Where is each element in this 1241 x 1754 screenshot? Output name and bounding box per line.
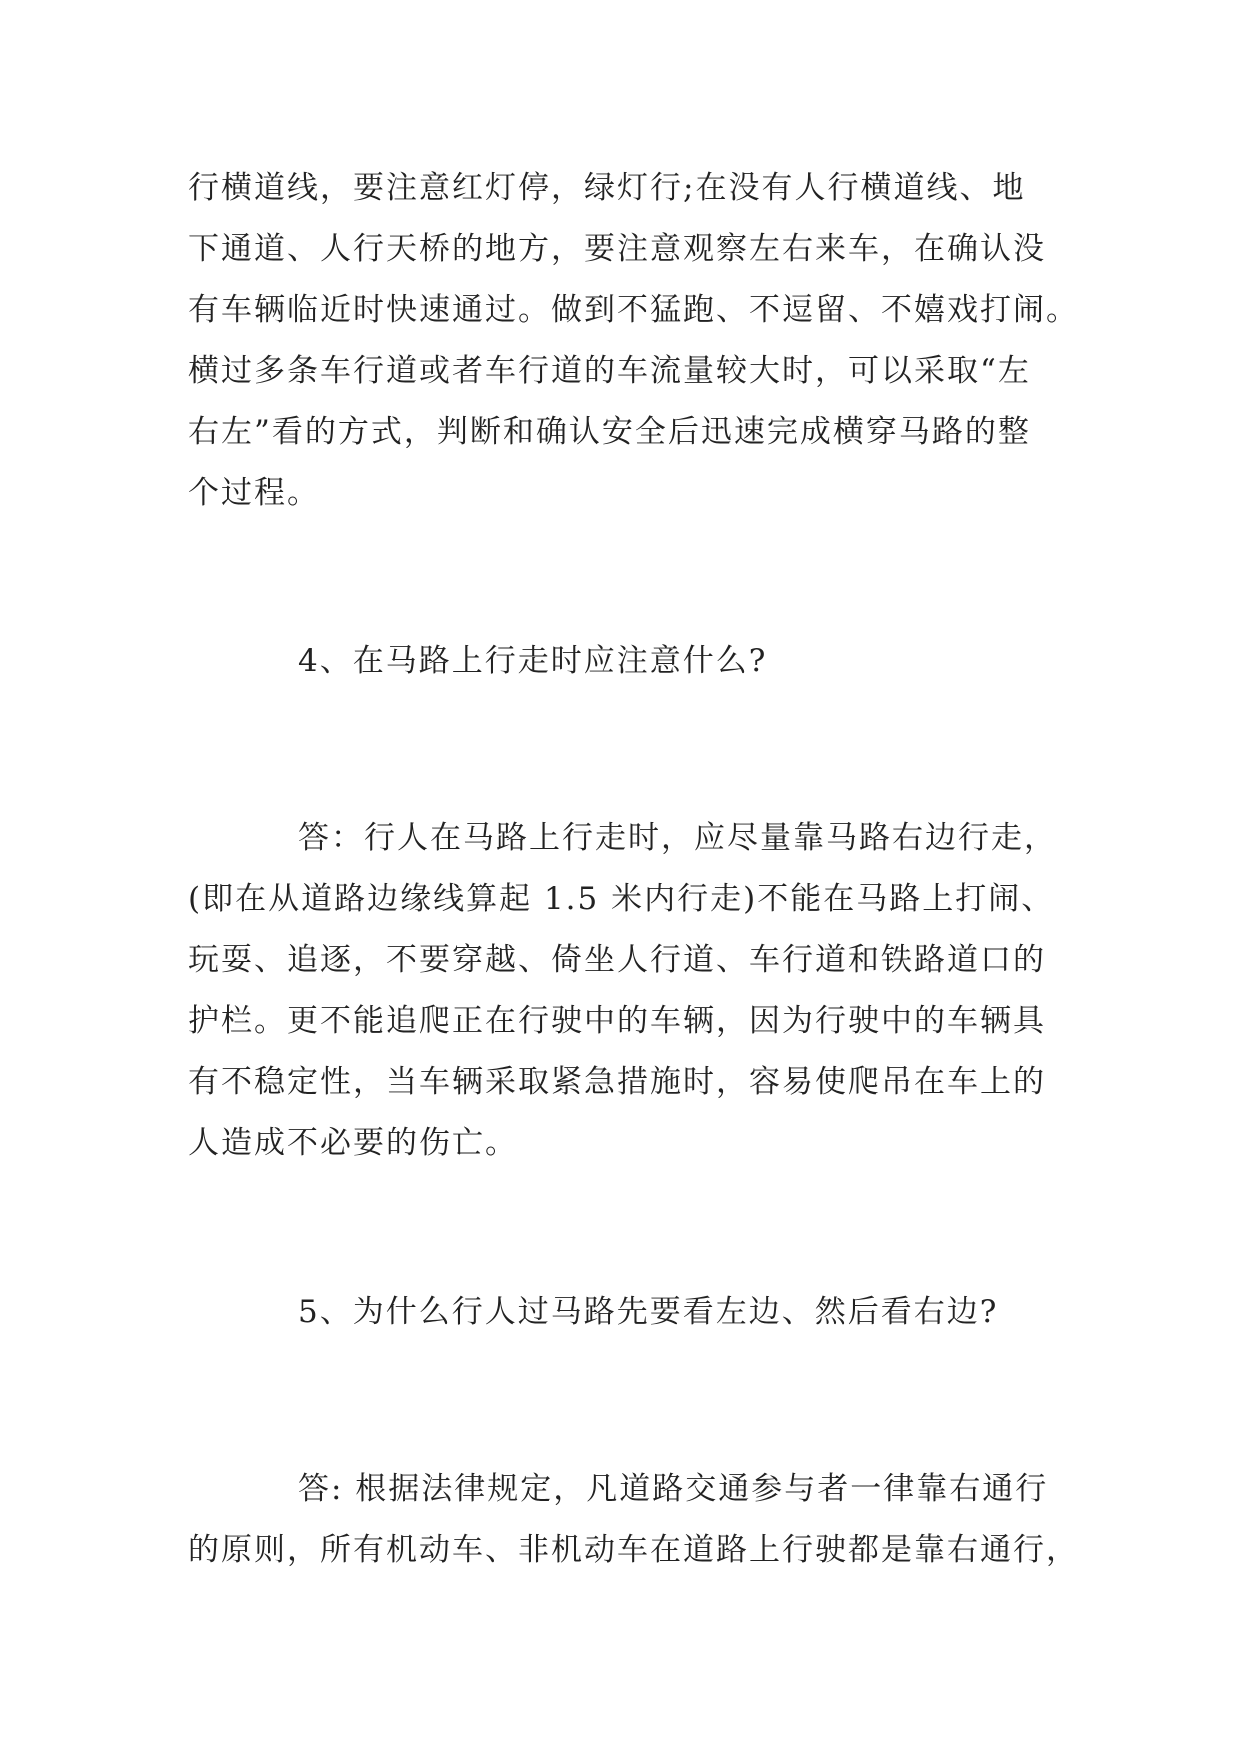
paragraph-line: 右左”看的方式，判断和确认安全后迅速完成横穿马路的整	[188, 414, 1031, 450]
paragraph-line: 护栏。更不能追爬正在行驶中的车辆，因为行驶中的车辆具	[188, 1003, 1046, 1039]
paragraph-line: 有车辆临近时快速通过。做到不猛跑、不逗留、不嬉戏打闹。	[188, 292, 1079, 328]
paragraph-line: 行横道线，要注意红灯停，绿灯行;在没有人行横道线、地	[188, 170, 1026, 206]
answer-paragraph-5	[188, 1459, 1079, 1581]
question-heading-5	[188, 1282, 1060, 1343]
paragraph-line: (即在从道路边缘线算起 1.5 米内行走)不能在马路上打闹、	[188, 881, 1055, 917]
paragraph-line: 横过多条车行道或者车行道的车流量较大时，可以采取“左	[188, 353, 1031, 389]
paragraph-line: 个过程。	[188, 475, 320, 511]
paragraph-line: 人造成不必要的伤亡。	[188, 1125, 518, 1161]
paragraph-line: 的原则，所有机动车、非机动车在道路上行驶都是靠右通行，	[188, 1532, 1079, 1568]
paragraph-line: 答：行人在马路上行走时，应尽量靠马路右边行走，	[298, 820, 1057, 856]
paragraph-line: 有不稳定性，当车辆采取紧急措施时，容易使爬吊在车上的	[188, 1064, 1046, 1100]
answer-paragraph-4	[188, 808, 1060, 1174]
question-text: 5、为什么行人过马路先要看左边、然后看右边?	[298, 1294, 999, 1330]
paragraph-line: 玩耍、追逐，不要穿越、倚坐人行道、车行道和铁路道口的	[188, 942, 1046, 978]
question-heading-4	[188, 631, 1060, 692]
paragraph-line: 答: 根据法律规定，凡道路交通参与者一律靠右通行	[298, 1471, 1049, 1507]
question-text: 4、在马路上行走时应注意什么?	[298, 643, 768, 679]
paragraph-crossing-rules	[188, 158, 1079, 524]
paragraph-line: 下通道、人行天桥的地方，要注意观察左右来车，在确认没	[188, 231, 1046, 267]
